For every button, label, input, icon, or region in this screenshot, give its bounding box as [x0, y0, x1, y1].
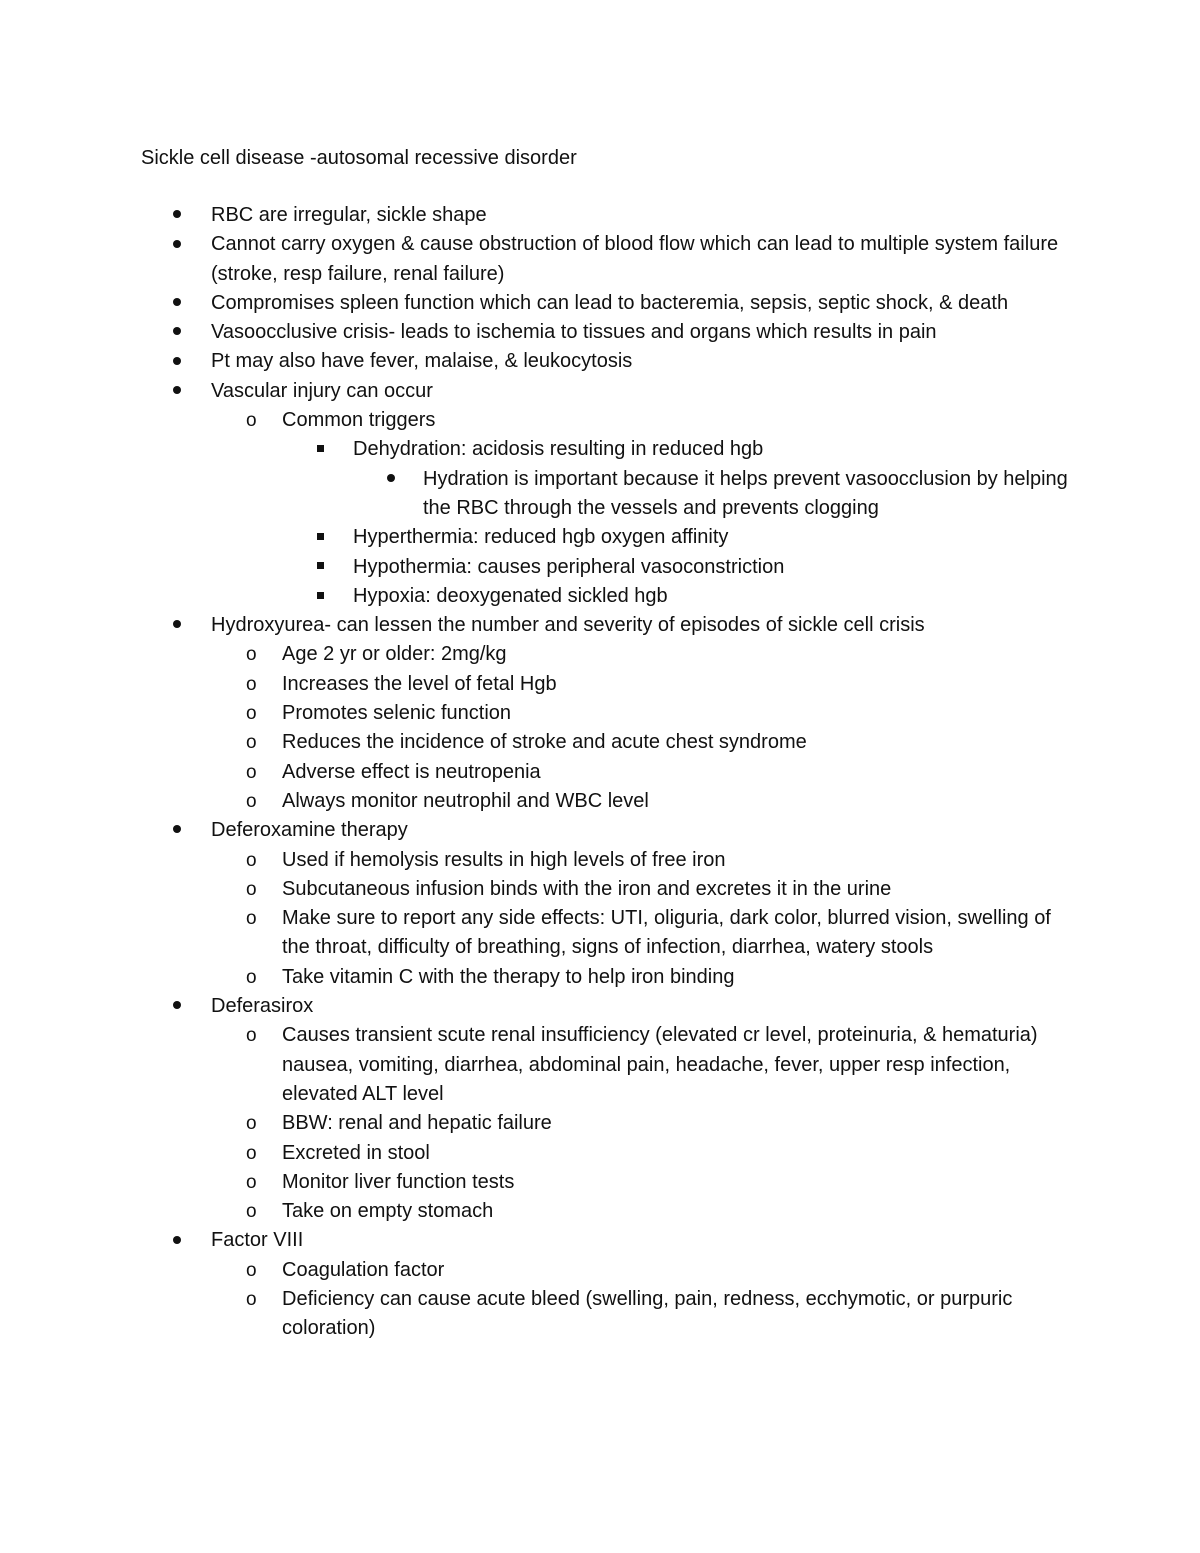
bullet-circle-icon: o: [246, 790, 257, 812]
bullet-square-icon: [317, 553, 324, 582]
list-item-text: Coagulation factor: [282, 1258, 445, 1281]
list-item: [141, 582, 1081, 611]
bullet-square-icon: [317, 435, 324, 464]
bullet-circle-icon: o: [246, 1113, 257, 1135]
bullet-dot-icon: [173, 201, 181, 230]
list-item: [141, 963, 1081, 992]
list-item: [141, 465, 1081, 524]
list-item-text: Deferoxamine therapy: [211, 819, 408, 842]
list-item: [141, 1256, 1081, 1285]
bullet-circle-icon: o: [246, 908, 257, 930]
list-item-text: Reduces the incidence of stroke and acute chest syndrome: [282, 731, 807, 754]
list-item: [141, 435, 1081, 464]
list-item-text: Always monitor neutrophil and WBC level: [282, 789, 649, 812]
list-item-text: Common triggers: [282, 409, 436, 432]
list-item: [141, 406, 1081, 435]
bullet-dot-icon: [173, 377, 181, 406]
bullet-dot-icon: [173, 347, 181, 376]
list-item: [141, 611, 1081, 640]
bullet-circle-icon: o: [246, 966, 257, 988]
list-item-text: Excreted in stool: [282, 1141, 430, 1164]
bullet-circle-icon: o: [246, 878, 257, 900]
bullet-dot-icon: [387, 465, 395, 494]
list-item-text: Subcutaneous infusion binds with the iron and excretes it in the urine: [282, 877, 892, 900]
bullet-circle-icon: o: [246, 644, 257, 666]
bullet-circle-icon: o: [246, 410, 257, 432]
list-item: [141, 816, 1081, 845]
bullet-circle-icon: o: [246, 1201, 257, 1223]
list-item: [141, 992, 1081, 1021]
list-item-text: Deferasirox: [211, 995, 314, 1018]
bullet-dot-icon: [173, 611, 181, 640]
list-item-text: Increases the level of fetal Hgb: [282, 672, 557, 695]
bullet-dot-icon: [173, 992, 181, 1021]
bullet-dot-icon: [173, 230, 181, 259]
bullet-square-icon: [317, 582, 324, 611]
list-item-text: Hydration is important because it helps prevent vasoocclusion by helping the RBC through the vessels and prevents clogging: [423, 467, 1068, 519]
list-item-text: Hydroxyurea- can lessen the number and severity of episodes of sickle cell crisis: [211, 614, 925, 637]
list-item: [141, 640, 1081, 669]
bullet-circle-icon: o: [246, 1288, 257, 1310]
list-item: [141, 904, 1081, 963]
list-item-text: Take vitamin C with the therapy to help iron binding: [282, 965, 735, 988]
list-item-text: Causes transient scute renal insufficiency (elevated cr level, proteinuria, & hematuria) nausea, vomiting, diarrhea, abdominal pain, headache, fever, upper resp infection, elevated ALT level: [282, 1024, 1038, 1105]
list-item: [141, 201, 1081, 230]
list-item-text: Adverse effect is neutropenia: [282, 760, 541, 783]
list-item: [141, 1197, 1081, 1226]
list-item-text: Monitor liver function tests: [282, 1170, 515, 1193]
list-item: [141, 523, 1081, 552]
bullet-circle-icon: o: [246, 761, 257, 783]
bullet-circle-icon: o: [246, 732, 257, 754]
list-item-text: RBC are irregular, sickle shape: [211, 204, 487, 226]
list-item-text: Pt may also have fever, malaise, & leukocytosis: [211, 350, 633, 373]
list-item: [141, 670, 1081, 699]
list-item: [141, 377, 1081, 406]
list-item-text: Vasoocclusive crisis- leads to ischemia to tissues and organs which results in pain: [211, 321, 937, 344]
list-item-text: BBW: renal and hepatic failure: [282, 1112, 552, 1135]
list-item-text: Dehydration: acidosis resulting in reduced hgb: [353, 438, 764, 461]
list-item: [141, 289, 1081, 318]
list-item-text: Hypothermia: causes peripheral vasoconstriction: [353, 555, 785, 578]
list-item: [141, 347, 1081, 376]
bullet-dot-icon: [173, 318, 181, 347]
bullet-circle-icon: o: [246, 1142, 257, 1164]
bullet-circle-icon: o: [246, 1171, 257, 1193]
list-item: [141, 728, 1081, 757]
bullet-circle-icon: o: [246, 849, 257, 871]
list-item: [141, 699, 1081, 728]
bullet-square-icon: [317, 523, 324, 552]
list-item: [141, 1226, 1081, 1255]
list-item: [141, 1021, 1081, 1109]
list-item: [141, 758, 1081, 787]
list-item: [141, 1168, 1081, 1197]
bullet-list: [141, 201, 1081, 1344]
bullet-circle-icon: o: [246, 1259, 257, 1281]
bullet-circle-icon: o: [246, 1025, 257, 1047]
list-item: [141, 1285, 1081, 1344]
list-item-text: Used if hemolysis results in high levels of free iron: [282, 848, 726, 871]
list-item: [141, 230, 1081, 289]
bullet-dot-icon: [173, 1226, 181, 1255]
bullet-circle-icon: o: [246, 703, 257, 725]
list-item: [141, 1109, 1081, 1138]
list-item-text: Factor VIII: [211, 1229, 304, 1252]
list-item-text: Compromises spleen function which can lead to bacteremia, sepsis, septic shock, & death: [211, 291, 1009, 314]
bullet-circle-icon: o: [246, 673, 257, 695]
bullet-dot-icon: [173, 289, 181, 318]
list-item: [141, 875, 1081, 904]
list-item: [141, 787, 1081, 816]
list-item-text: Take on empty stomach: [282, 1200, 494, 1223]
list-item: [141, 1139, 1081, 1168]
list-item-text: Cannot carry oxygen & cause obstruction of blood flow which can lead to multiple system failure (stroke, resp failure, renal failure): [211, 233, 1059, 285]
list-item-text: Hyperthermia: reduced hgb oxygen affinity: [353, 526, 729, 549]
list-item-text: Deficiency can cause acute bleed (swelling, pain, redness, ecchymotic, or purpuric coloration): [282, 1287, 1013, 1340]
list-item: [141, 318, 1081, 347]
list-item-text: Vascular injury can occur: [211, 379, 433, 402]
list-item: [141, 846, 1081, 875]
bullet-dot-icon: [173, 816, 181, 845]
list-item: [141, 553, 1081, 582]
list-item-text: Promotes selenic function: [282, 702, 512, 725]
list-item-text: Make sure to report any side effects: UTI, oliguria, dark color, blurred vision, swelling of the throat, difficulty of breathing, signs of infection, diarrhea, watery stools: [282, 907, 1051, 959]
document-title: Sickle cell disease -autosomal recessive disorder: [141, 147, 577, 169]
list-item-text: Age 2 yr or older: 2mg/kg: [282, 643, 507, 666]
list-item-text: Hypoxia: deoxygenated sickled hgb: [353, 584, 668, 607]
